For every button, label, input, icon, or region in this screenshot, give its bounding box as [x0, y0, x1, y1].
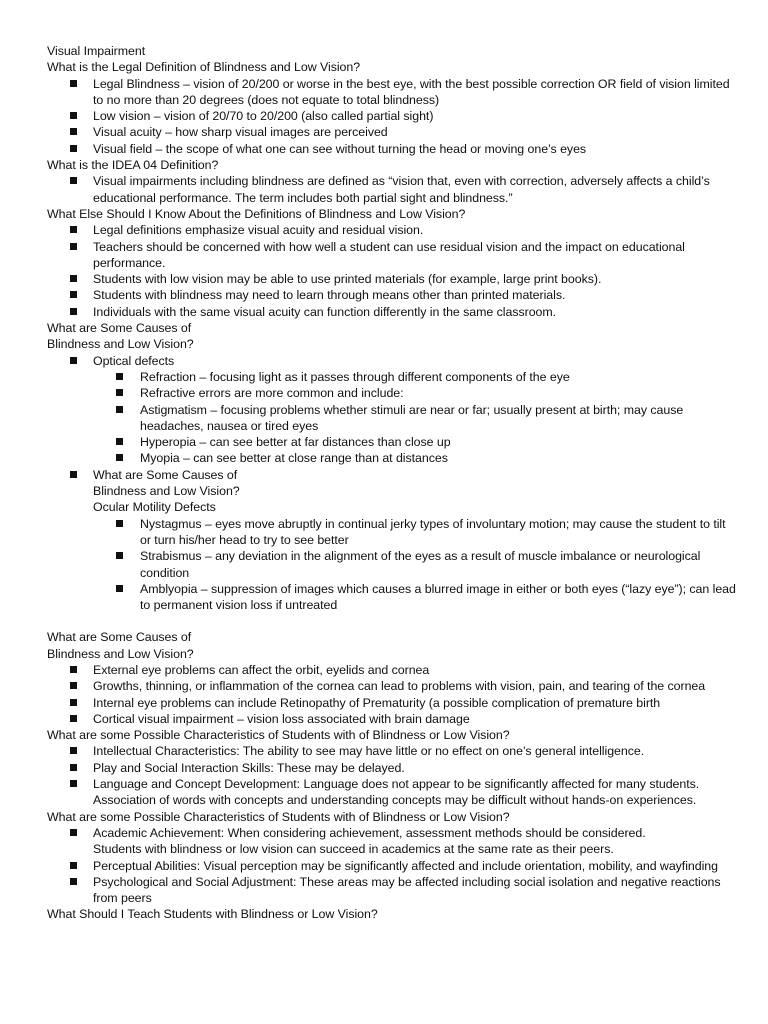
square-bullet-icon	[70, 243, 77, 250]
section	[47, 157, 737, 206]
list-item	[47, 825, 737, 858]
square-bullet-icon	[70, 747, 77, 754]
list-item	[47, 124, 737, 140]
list-item-text: Refraction – focusing light as it passes through different components of the eye	[140, 369, 570, 384]
list-item	[47, 76, 737, 109]
square-bullet-icon	[70, 699, 77, 706]
square-bullet-icon	[70, 764, 77, 771]
list-item-text: Visual acuity – how sharp visual images are perceived	[93, 125, 388, 140]
section	[47, 906, 737, 922]
list-item-text: Students with low vision may be able to use printed materials (for example, large print books).	[93, 272, 602, 287]
square-bullet-icon	[116, 389, 123, 396]
list-item	[47, 776, 737, 809]
list-item-text: Growths, thinning, or inflammation of the cornea can lead to problems with vision, pain, and tearing of the cornea	[93, 679, 706, 694]
list-item-text: External eye problems can affect the orbit, eyelids and cornea	[93, 662, 430, 677]
section	[47, 43, 737, 157]
square-bullet-icon	[70, 780, 77, 787]
bullet-list	[47, 825, 737, 906]
square-bullet-icon	[70, 829, 77, 836]
sub-list-item	[47, 434, 737, 450]
square-bullet-icon	[70, 226, 77, 233]
square-bullet-icon	[70, 862, 77, 869]
section-heading: What are Some Causes of	[47, 321, 192, 336]
sub-list-item	[47, 402, 737, 435]
list-item	[47, 874, 737, 907]
list-item-text: Psychological and Social Adjustment: These areas may be affected including social isolation and negative reactions from peers	[93, 874, 721, 906]
bullet-list	[47, 222, 737, 320]
list-item-line: What are Some Causes of	[93, 467, 238, 482]
list-item	[47, 711, 737, 727]
square-bullet-icon	[70, 128, 77, 135]
bullet-list	[47, 353, 737, 614]
list-item-text: Cortical visual impairment – vision loss associated with brain damage	[93, 711, 470, 726]
square-bullet-icon	[116, 438, 123, 445]
list-item-line: Academic Achievement: When considering achievement, assessment methods should be considered.	[93, 825, 646, 840]
section-heading: What Else Should I Know About the Definitions of Blindness and Low Vision?	[47, 206, 466, 221]
sub-list-item	[47, 450, 737, 466]
list-item-text: Optical defects	[93, 353, 175, 368]
list-item-text: Hyperopia – can see better at far distances than close up	[140, 435, 451, 450]
section	[47, 206, 737, 320]
square-bullet-icon	[70, 177, 77, 184]
bullet-list	[47, 743, 737, 808]
bullet-list	[47, 173, 737, 206]
list-item	[47, 304, 737, 320]
section-spacer	[47, 613, 737, 629]
square-bullet-icon	[70, 291, 77, 298]
sub-list-item	[47, 369, 737, 385]
section-heading: What is the Legal Definition of Blindness and Low Vision?	[47, 60, 361, 75]
list-item-text: Legal Blindness – vision of 20/200 or worse in the best eye, with the best possible correction OR field of vision limited to no more than 20 degrees (does not equate to total blindness)	[93, 76, 730, 107]
square-bullet-icon	[116, 585, 123, 592]
sub-list-item	[47, 548, 737, 581]
square-bullet-icon	[70, 682, 77, 689]
section	[47, 320, 737, 613]
square-bullet-icon	[116, 373, 123, 380]
document-body	[47, 43, 737, 923]
list-item-text: Internal eye problems can include Retinopathy of Prematurity (a possible complication of premature birth	[93, 695, 661, 710]
list-item-line: Ocular Motility Defects	[93, 500, 216, 515]
list-item	[47, 222, 737, 238]
bullet-list	[47, 76, 737, 157]
list-item	[47, 743, 737, 759]
list-item	[47, 353, 737, 369]
square-bullet-icon	[70, 471, 77, 478]
square-bullet-icon	[116, 454, 123, 461]
section-heading: Visual Impairment	[47, 44, 146, 58]
section	[47, 809, 737, 907]
list-item-text: Perceptual Abilities: Visual perception may be significantly affected and include orientation, mobility, and wayfinding	[93, 858, 718, 873]
list-item	[47, 173, 737, 206]
list-item	[47, 108, 737, 124]
sub-list-item	[47, 385, 737, 401]
section	[47, 727, 737, 808]
section-heading: What is the IDEA 04 Definition?	[47, 158, 219, 173]
list-item-line: Students with blindness or low vision can succeed in academics at the same rate as their peers.	[93, 842, 614, 857]
list-item-text: Intellectual Characteristics: The ability to see may have little or no effect on one’s general intelligence.	[93, 744, 645, 759]
square-bullet-icon	[116, 406, 123, 413]
section-heading: What are some Possible Characteristics of Students with of Blindness or Low Vision?	[47, 809, 510, 824]
list-item-text: Astigmatism – focusing problems whether stimuli are near or far; usually present at birth; may cause headaches, nausea or tired eyes	[140, 402, 684, 433]
list-item-text: Refractive errors are more common and include:	[140, 386, 404, 401]
list-item-text: Myopia – can see better at close range than at distances	[140, 451, 448, 466]
section-heading: Blindness and Low Vision?	[47, 337, 194, 352]
square-bullet-icon	[70, 80, 77, 87]
square-bullet-icon	[70, 666, 77, 673]
section-heading: What Should I Teach Students with Blindness or Low Vision?	[47, 907, 378, 922]
list-item-text: Legal definitions emphasize visual acuity and residual vision.	[93, 223, 424, 238]
square-bullet-icon	[70, 275, 77, 282]
list-item	[47, 695, 737, 711]
list-item	[47, 287, 737, 303]
section	[47, 613, 737, 727]
list-item-text: Students with blindness may need to learn through means other than printed materials.	[93, 288, 566, 303]
list-item-line: Blindness and Low Vision?	[93, 484, 240, 499]
bullet-list	[47, 662, 737, 727]
square-bullet-icon	[116, 552, 123, 559]
list-item-text: Language and Concept Development: Language does not appear to be significantly affected for many students. Association of words with concepts and understanding concepts may be difficult without hands-on experiences.	[93, 777, 700, 808]
list-item-text: Individuals with the same visual acuity can function differently in the same classroom.	[93, 304, 557, 319]
square-bullet-icon	[70, 308, 77, 315]
square-bullet-icon	[116, 520, 123, 527]
list-item	[47, 271, 737, 287]
square-bullet-icon	[70, 878, 77, 885]
list-item-text: Nystagmus – eyes move abruptly in continual jerky types of involuntary motion; may cause the student to tilt or turn his/her head to try to see better	[140, 516, 726, 547]
section-heading: What are Some Causes of	[47, 630, 192, 645]
list-item-text: Strabismus – any deviation in the alignment of the eyes as a result of muscle imbalance or neurological condition	[140, 549, 701, 580]
section-heading: Blindness and Low Vision?	[47, 646, 194, 661]
square-bullet-icon	[70, 357, 77, 364]
square-bullet-icon	[70, 145, 77, 152]
list-item-text: Play and Social Interaction Skills: These may be delayed.	[93, 760, 405, 775]
square-bullet-icon	[70, 112, 77, 119]
list-item	[47, 467, 737, 516]
section-heading: What are some Possible Characteristics of Students with of Blindness or Low Vision?	[47, 728, 510, 743]
square-bullet-icon	[70, 715, 77, 722]
list-item-text: Visual field – the scope of what one can see without turning the head or moving one’s eyes	[93, 141, 587, 156]
list-item	[47, 239, 737, 272]
list-item	[47, 858, 737, 874]
list-item-text: Amblyopia – suppression of images which causes a blurred image in either or both eyes (“lazy eye”); can lead to permanent vision loss if untreated	[140, 581, 736, 613]
list-item-text: Teachers should be concerned with how well a student can use residual vision and the impact on educational performance.	[93, 239, 685, 270]
list-item	[47, 662, 737, 678]
list-item	[47, 760, 737, 776]
sub-list-item	[47, 581, 737, 614]
list-item-text: Visual impairments including blindness are defined as “vision that, even with correction, adversely affects a child’s educational performance. The term includes both partial sight and blindness.”	[93, 174, 710, 205]
list-item	[47, 141, 737, 157]
list-item	[47, 678, 737, 694]
list-item-text: Low vision – vision of 20/70 to 20/200 (also called partial sight)	[93, 109, 434, 124]
sub-list-item	[47, 516, 737, 549]
